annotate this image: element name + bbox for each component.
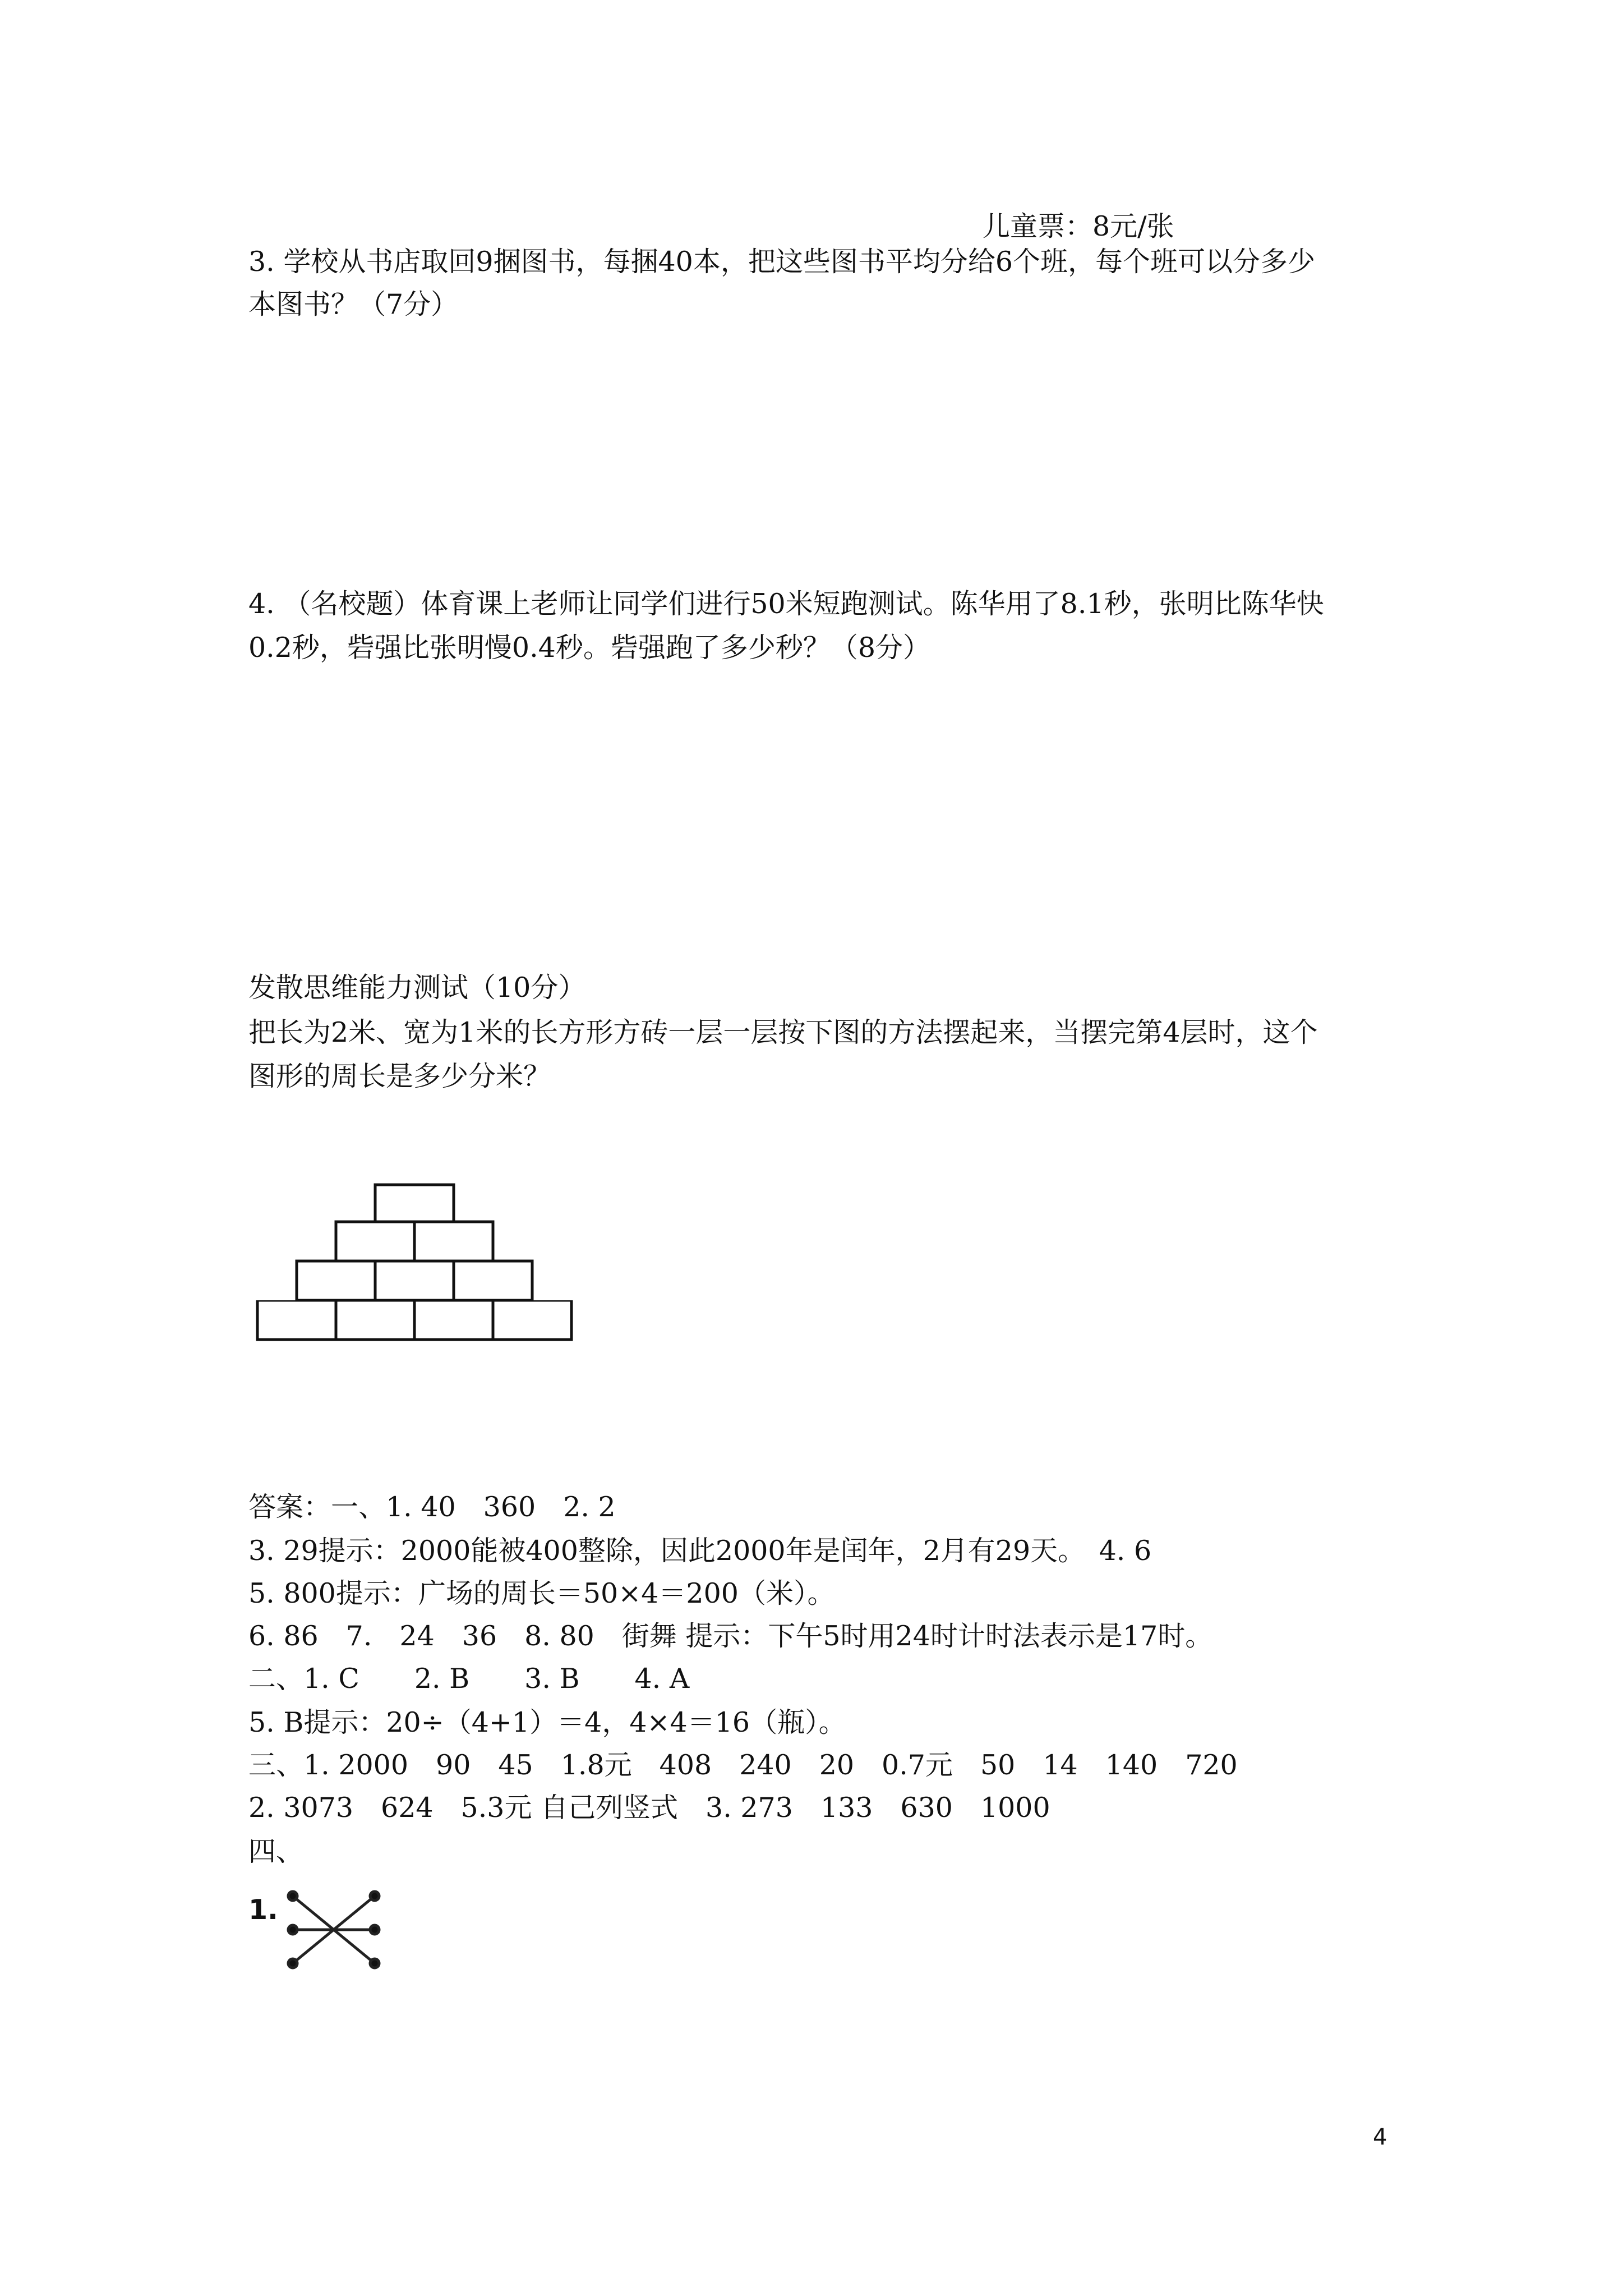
divergent-title: 发散思维能力测试（10分） [248,972,586,1004]
matching-lines-figure [280,1886,387,1976]
answer-line-1: 答案：一、1. 40 360 2. 2 [248,1491,616,1523]
divergent-line-1: 把长为2米、宽为1米的长方形方砖一层一层按下图的方法摆起来，当摆完第4层时，这个 [248,1016,1318,1048]
answer-line-8: 2. 3073 624 5.3元 自己列竖式 3. 273 133 630 1000 [248,1792,1050,1824]
answer-line-6: 5. B提示：20÷（4+1）＝4，4×4＝16（瓶）。 [248,1706,846,1738]
problem-3-line-1: 3. 学校从书店取回9捆图书，每捆40本，把这些图书平均分给6个班，每个班可以分多少 [248,246,1316,278]
figure-label: 1. [248,1894,278,1926]
ticket-price-note: 儿童票：8元/张 [983,210,1174,242]
problem-4-line-1: 4. （名校题）体育课上老师让同学们进行50米短跑测试。陈华用了8.1秒，张明比陈华快 [248,588,1324,620]
answer-line-9: 四、 [248,1835,304,1867]
answer-line-7: 三、1. 2000 90 45 1.8元 408 240 20 0.7元 50 14 140 720 [248,1749,1238,1781]
problem-3-line-2: 本图书？（7分） [248,288,459,320]
answer-line-3: 5. 800提示：广场的周长＝50×4＝200（米）。 [248,1577,835,1609]
problem-4-line-2: 0.2秒，砦强比张明慢0.4秒。砦强跑了多少秒？（8分） [248,632,931,664]
divergent-line-2: 图形的周长是多少分米？ [248,1060,551,1092]
answer-line-2: 3. 29提示：2000能被400整除，因此2000年是闰年，2月有29天。 4. 6 [248,1535,1152,1567]
answer-line-4: 6. 86 7. 24 36 8. 80 街舞 提示：下午5时用24时计时法表示是17时。 [248,1620,1213,1652]
answer-line-5: 二、1. C 2. B 3. B 4. A [248,1663,690,1695]
page-number: 4 [1373,2124,1387,2150]
brick-pyramid-bottom-row [247,1300,583,1345]
